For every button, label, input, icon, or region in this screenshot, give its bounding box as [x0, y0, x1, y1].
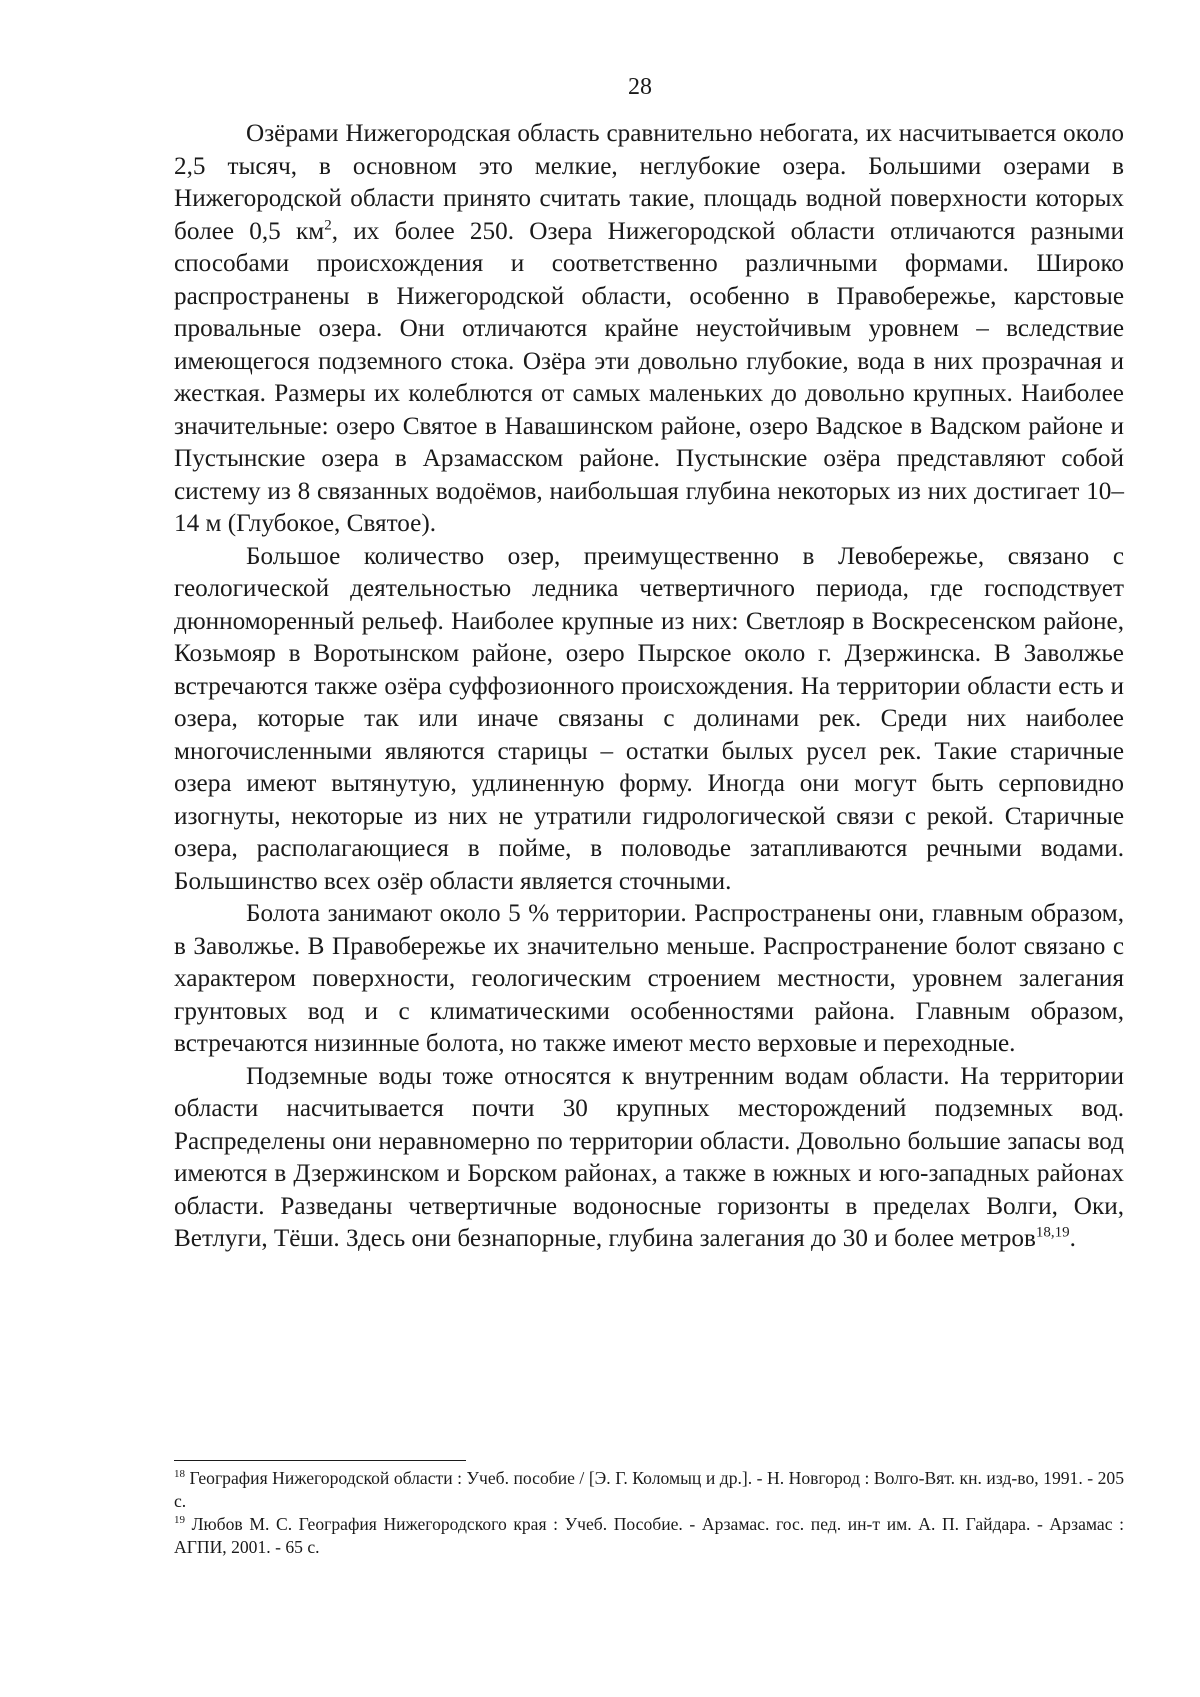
paragraph-lakes-2 [174, 541, 1124, 899]
footnote-reference: 18,19 [1035, 1224, 1070, 1241]
footnote-text: Любов М. С. География Нижегородского края : Учеб. Пособие. - Арзамас. гос. пед. ин-т им. А. П. Гайдара. - Арзамас : АГПИ, 2001. - 65 с. [174, 1514, 1124, 1557]
footnote-marker: 19 [174, 1514, 185, 1527]
paragraph-text: Подземные воды тоже относятся к внутренним водам области. На территории области насчитывается почти 30 крупных месторождений подземных вод. Распределены они неравномерно по территории области. Довольно большие запасы вод имеются в Дзержинском и Борском районах, а также в южных и юго-западных районах области. Разведаны четвертичные водоносные горизонты в пределах Волги, Оки, Ветлуги, Тёши. Здесь они безнапорные, глубина залегания до 30 и более метров [174, 1062, 1124, 1252]
footnote-separator [174, 1460, 466, 1461]
footnote-18 [174, 1467, 1124, 1513]
body-text [174, 118, 1124, 1256]
paragraph-text: Озёрами Нижегородская область сравнительно небогата, их насчитывается около 2,5 тысяч, в основном это мелкие, неглубокие озера. Большими озерами в Нижегородской области принято считать такие, площадь водной поверхности которых более 0,5 км [174, 120, 1124, 245]
paragraph-text: Большое количество озер, преимущественно в Левобережье, связано с геологической деятельностью ледника четвертичного периода, где господствует дюнноморенный рельеф. Наиболее крупные из них: Светлояр в Воскресенском районе, Козьмояр в Воротынском районе, озеро Пырское около г. Дзержинска. В Заволжье встречаются также озёра суффозионного происхождения. На территории области есть и озера, которые так или иначе связаны с долинами рек. Среди них наиболее многочисленными являются старицы – остатки былых русел рек. Такие старичные озера имеют вытянутую, удлиненную форму. Иногда они могут быть серповидно изогнуты, некоторые из них не утратили гидрологической связи с рекой. Старичные озера, располагающиеся в пойме, в половодье затапливаются речными водами. Большинство всех озёр области является сточными. [174, 542, 1124, 895]
paragraph-swamps [174, 898, 1124, 1061]
footnote-marker: 18 [174, 1468, 185, 1481]
paragraph-text: . [1069, 1225, 1076, 1252]
footnotes [174, 1467, 1124, 1559]
paragraph-lakes-1 [174, 118, 1124, 541]
footnote-19 [174, 1513, 1124, 1559]
footnote-text: География Нижегородской области : Учеб. пособие / [Э. Г. Коломыц и др.]. - Н. Новгород : Волго-Вят. кн. изд-во, 1991. - 205 с. [174, 1468, 1124, 1511]
paragraph-text: Болота занимают около 5 % территории. Распространены они, главным образом, в Заволжье. В Правобережье их значительно меньше. Распространение болот связано с характером поверхности, геологическим строением местности, уровнем залегания грунтовых вод и с климатическими особенностями района. Главным образом, встречаются низинные болота, но также имеют место верховые и переходные. [174, 900, 1124, 1057]
page-number: 28 [628, 74, 652, 100]
paragraph-groundwater [174, 1061, 1124, 1256]
paragraph-text: , их более 250. Озера Нижегородской области отличаются разными способами происхождения и соответственно различными формами. Широко распространены в Нижегородской области, особенно в Правобережье, карстовые провальные озера. Они отличаются крайне неустойчивым уровнем – вследствие имеющегося подземного стока. Озёра эти довольно глубокие, вода в них прозрачная и жесткая. Размеры их колеблются от самых маленьких до довольно крупных. Наиболее значительные: озеро Святое в Навашинском районе, озеро Вадское в Вадском районе и Пустынские озера в Арзамасском районе. Пустынские озёра представляют собой систему из 8 связанных водоёмов, наибольшая глубина некоторых из них достигает 10–14 м (Глубокое, Святое). [174, 217, 1124, 537]
superscript: 2 [324, 217, 332, 234]
